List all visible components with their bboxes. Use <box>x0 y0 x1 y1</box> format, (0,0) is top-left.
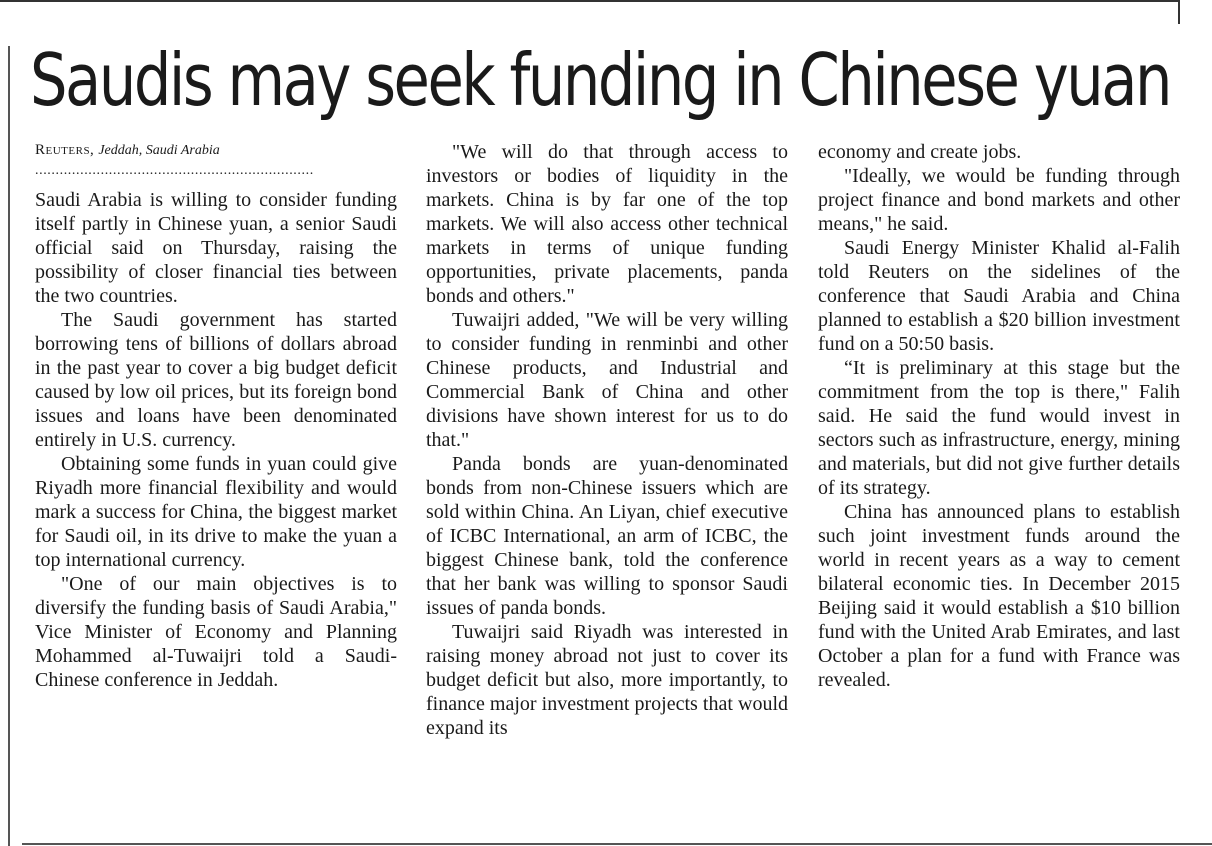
headline: Saudis may seek funding in Chinese yuan <box>30 38 1171 122</box>
left-column-rule <box>8 46 10 846</box>
bottom-rule <box>22 843 1212 845</box>
paragraph: Obtaining some funds in yuan could give Riyadh more financial flexibility and would mark a success for China, the biggest market for Saudi oil, in its drive to make the yuan a top international currency. <box>35 453 397 571</box>
paragraph: “It is preliminary at this stage but the commitment from the top is there," Falih said. He said the fund would invest in sectors such as infrastructure, energy, mining and materials, but did not give further details of its strategy. <box>818 357 1180 499</box>
paragraph: Panda bonds are yuan-denominated bonds from non-Chinese issuers which are sold within China. An Liyan, chief executive of ICBC International, an arm of ICBC, the biggest Chinese bank, told the conference that her bank was willing to sponsor Saudi issues of panda bonds. <box>426 453 788 619</box>
byline-separator: .................................................................... <box>35 164 314 178</box>
paragraph: China has announced plans to establish such joint investment funds around the world in recent years as a way to cement bilateral economic ties. In December 2015 Beijing said it would establish a $10 billion fund with the United Arab Emirates, and last October a plan for a fund with France was revealed. <box>818 501 1180 691</box>
byline-place: Jeddah, Saudi Arabia <box>98 143 220 158</box>
paragraph: "Ideally, we would be funding through project finance and bond markets and other means," he said. <box>818 165 1180 235</box>
paragraph: Saudi Arabia is willing to consider funding itself partly in Chinese yuan, a senior Saudi official said on Thursday, raising the possibility of closer financial ties between the two countries. <box>35 189 397 307</box>
byline <box>35 140 397 161</box>
paragraph: Tuwaijri added, "We will be very willing to consider funding in renminbi and other Chinese products, and Industrial and Commercial Bank of China and other divisions have shown interest for us to do that." <box>426 309 788 451</box>
top-rule <box>0 0 1180 2</box>
paragraph: economy and create jobs. <box>818 141 1022 163</box>
article-column-3 <box>818 140 1180 692</box>
paragraph: "One of our main objectives is to diversify the funding basis of Saudi Arabia," Vice Minister of Economy and Planning Mohammed al-Tuwaijri told a Saudi-Chinese conference in Jeddah. <box>35 573 397 691</box>
paragraph: The Saudi government has started borrowing tens of billions of dollars abroad in the past year to cover a big budget deficit caused by low oil prices, but its foreign bond issues and loans have been denominated entirely in U.S. currency. <box>35 309 397 451</box>
article-column-1 <box>35 188 397 692</box>
article-column-2 <box>426 140 788 740</box>
paragraph: "We will do that through access to investors or bodies of liquidity in the markets. China is by far one of the top markets. We will also access other technical markets in terms of unique funding opportunities, private placements, panda bonds and others." <box>426 141 788 307</box>
paragraph: Tuwaijri said Riyadh was interested in raising money abroad not just to cover its budget deficit but also, more importantly, to finance major investment projects that would expand its <box>426 621 788 739</box>
top-right-rule <box>1178 0 1180 24</box>
paragraph: Saudi Energy Minister Khalid al-Falih told Reuters on the sidelines of the conference that Saudi Arabia and China planned to establish a $20 billion investment fund on a 50:50 basis. <box>818 237 1180 355</box>
byline-agency: Reuters, <box>35 142 95 158</box>
